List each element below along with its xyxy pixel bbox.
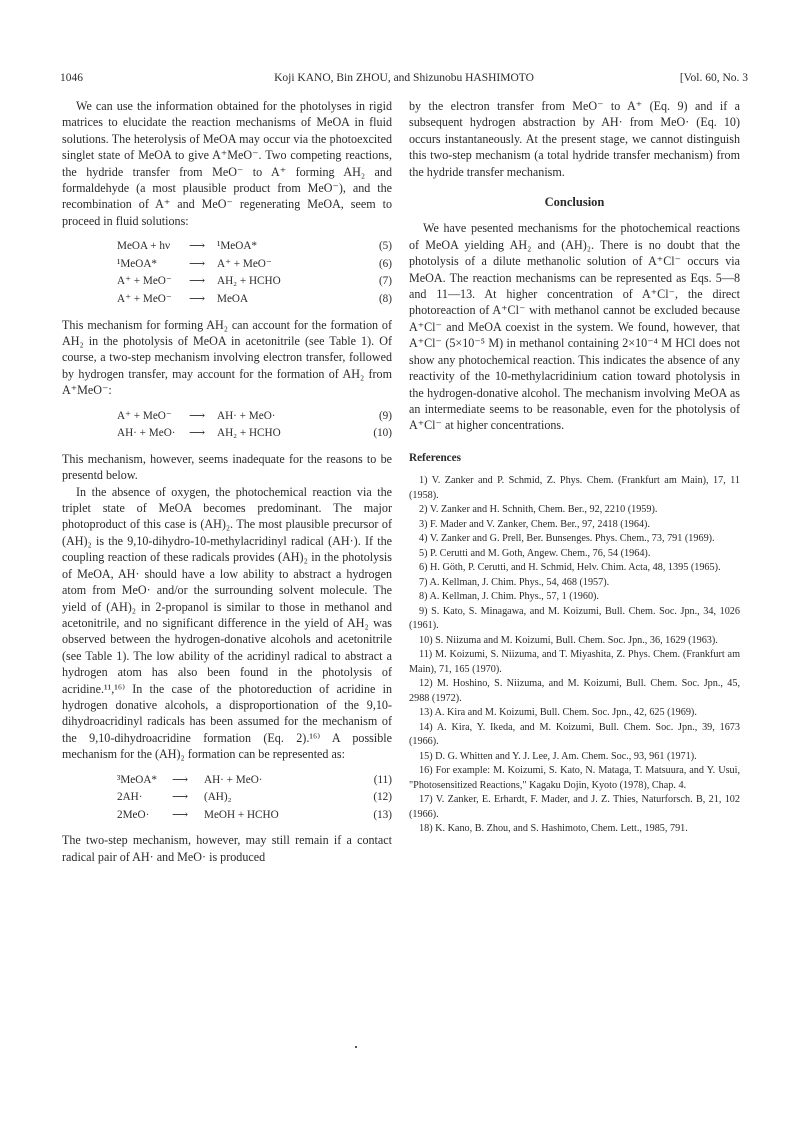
paragraph: The two-step mechanism, however, may still remain if a contact radical pair of AH· and MeO· is produced	[62, 833, 392, 864]
page-header	[60, 72, 748, 88]
equation-rhs: (AH)₂	[204, 791, 232, 804]
equation-12	[62, 788, 392, 806]
equation-lhs: AH· + MeO·	[117, 427, 176, 440]
equation-6	[62, 255, 392, 273]
journal-volume: [Vol. 60, No. 3	[679, 72, 748, 84]
equation-rhs: AH₂ + HCHO	[217, 427, 281, 440]
equation-arrow: ⟶	[172, 808, 189, 821]
reference-item: 16) For example: M. Koizumi, S. Kato, N. Mataga, T. Matsuura, and Y. Usui, "Photosensitized Reactions," Kagaku Dojin, Kyoto (1978), Chap. 4.	[409, 765, 740, 791]
equation-13	[62, 806, 392, 824]
equation-arrow: ⟶	[172, 791, 189, 804]
equation-number: (13)	[373, 808, 392, 821]
equation-rhs: ¹MeOA*	[217, 240, 258, 253]
equation-lhs: ³MeOA*	[117, 773, 158, 786]
equation-arrow: ⟶	[189, 427, 206, 440]
equation-8	[62, 290, 392, 308]
reference-item: 18) K. Kano, B. Zhou, and S. Hashimoto, Chem. Lett., 1985, 791.	[419, 823, 688, 835]
equation-block	[62, 771, 392, 824]
equation-rhs: A⁺ + MeO⁻	[217, 257, 272, 270]
equation-lhs: MeOA + hν	[117, 240, 171, 253]
page-number: 1046	[60, 72, 83, 84]
reference-item: 2) V. Zanker and H. Schnith, Chem. Ber., 92, 2210 (1959).	[419, 504, 658, 516]
equation-lhs: 2MeO·	[117, 808, 150, 821]
reference-item: 6) H. Göth, P. Cerutti, and H. Schmid, Helv. Chim. Acta, 48, 1395 (1965).	[419, 562, 721, 574]
reference-item: 4) V. Zanker and G. Prell, Ber. Bunsenges. Phys. Chem., 73, 791 (1969).	[419, 533, 715, 545]
equation-number: (7)	[378, 275, 392, 288]
equation-arrow: ⟶	[189, 409, 206, 422]
reference-item: 3) F. Mader and V. Zanker, Chem. Ber., 97, 2418 (1964).	[419, 518, 650, 530]
equation-arrow: ⟶	[189, 240, 206, 253]
equation-lhs: A⁺ + MeO⁻	[117, 293, 172, 306]
paragraph: by the electron transfer from MeO⁻ to A⁺ (Eq. 9) and if a subsequent hydrogen abstraction by AH· from MeO· (Eq. 10) occurs instantaneously. At the present stage, we cannot distinguish this two-step mechanism (a total hydride transfer mechanism) from the hydride transfer mechanism.	[409, 99, 740, 179]
equation-number: (6)	[378, 257, 392, 270]
equation-number: (5)	[378, 240, 392, 253]
reference-item: 1) V. Zanker and P. Schmid, Z. Phys. Chem. (Frankfurt am Main), 17, 11 (1958).	[409, 475, 740, 501]
running-authors: Koji KANO, Bin ZHOU, and Shizunobu HASHIMOTO	[274, 72, 534, 84]
paragraph: We have pesented mechanisms for the photochemical reactions of MeOA yielding AH₂ and (AH)₂. There is no doubt that the photolysis of a dilute methanolic solution of A⁺Cl⁻ occurs via MeOA. The reaction mechanisms can be represented as Eqs. 5—8 and 11—13. At higher concentration of A⁺Cl⁻, the direct photoreaction of A⁺Cl⁻ with methanol cannot be excluded because A⁺Cl⁻ and MeOA coexist in the system. We found, however, that A⁺Cl⁻ (5×10⁻⁵ M) in methanol containing 2×10⁻⁴ M HCl does not show any photochemical reaction. This indicates the absence of any reactivity of the 10-methylacridinium cation toward photolysis in the hydrogen-donative alcohol. The mechanism involving MeOA as an intermediate seems to be reasonable, even for the photolysis of A⁺Cl⁻ at higher concentrations.	[409, 221, 740, 433]
equation-block	[62, 407, 392, 442]
equation-rhs: MeOA	[217, 293, 249, 306]
equation-number: (12)	[373, 791, 392, 804]
equation-rhs: AH₂ + HCHO	[217, 275, 281, 288]
left-column	[62, 98, 392, 865]
paragraph: We can use the information obtained for the photolyses in rigid matrices to elucidate the reaction mechanisms of MeOA in fluid solutions. The heterolysis of MeOA may occur via the photoexcited singlet state of MeOA to give A⁺MeO⁻. Two competing reactions, the hydride transfer from MeO⁻ to A⁺ forming AH₂ and formaldehyde (a most plausible product from MeO⁻), and the recombination of A⁺ and MeO⁻ regenerating MeOA, seem to proceed in fluid solutions:	[62, 99, 392, 228]
reference-item: 9) S. Kato, S. Minagawa, and M. Koizumi, Bull. Chem. Soc. Jpn., 34, 1026 (1961).	[409, 605, 740, 632]
equation-rhs: MeOH + HCHO	[204, 808, 279, 821]
equation-lhs: A⁺ + MeO⁻	[117, 409, 172, 422]
equation-lhs: 2AH·	[117, 791, 143, 804]
equation-number: (8)	[378, 293, 392, 306]
equation-number: (10)	[373, 427, 392, 440]
reference-item: 10) S. Niizuma and M. Koizumi, Bull. Chem. Soc. Jpn., 36, 1629 (1963).	[419, 634, 718, 646]
reference-item: 8) A. Kellman, J. Chim. Phys., 57, 1 (1960).	[419, 591, 599, 603]
equation-rhs: AH· + MeO·	[217, 409, 276, 422]
equation-block	[62, 237, 392, 307]
equation-arrow: ⟶	[172, 773, 189, 786]
paragraph: This mechanism, however, seems inadequate for the reasons to be presentd below.	[62, 451, 392, 483]
equation-number: (11)	[373, 773, 392, 786]
section-heading: Conclusion	[544, 195, 605, 210]
equation-5	[62, 237, 392, 255]
equation-lhs: ¹MeOA*	[117, 257, 158, 270]
reference-item: 15) D. G. Whitten and Y. J. Lee, J. Am. Chem. Soc., 93, 961 (1971).	[419, 750, 697, 762]
reference-item: 7) A. Kellman, J. Chim. Phys., 54, 468 (1957).	[419, 576, 610, 588]
equation-rhs: AH· + MeO·	[204, 773, 263, 786]
equation-lhs: A⁺ + MeO⁻	[117, 275, 172, 288]
right-column	[409, 98, 740, 837]
reference-item: 11) M. Koizumi, S. Niizuma, and T. Miyashita, Z. Phys. Chem. (Frankfurt am Main), 71, 165 (1970).	[409, 649, 740, 675]
page-mark	[355, 1046, 357, 1048]
equation-arrow: ⟶	[189, 293, 206, 306]
reference-list	[409, 474, 740, 837]
reference-item: 14) A. Kira, Y. Ikeda, and M. Koizumi, Bull. Chem. Soc. Jpn., 39, 1673 (1966).	[409, 721, 740, 748]
reference-item: 12) M. Hoshino, S. Niizuma, and M. Koizumi, Bull. Chem. Soc. Jpn., 45, 2988 (1972).	[409, 678, 740, 704]
equation-7	[62, 272, 392, 290]
equation-arrow: ⟶	[189, 257, 206, 270]
equation-arrow: ⟶	[189, 275, 206, 288]
paragraph: This mechanism for forming AH₂ can account for the formation of AH₂ in the photolysis of MeOA in acetonitrile (see Table 1). Of course, a two-step mechanism involving electron transfer, followed by hydrogen transfer, may account for the formation of AH₂ from A⁺MeO⁻:	[62, 317, 392, 398]
equation-number: (9)	[378, 409, 392, 422]
equation-10	[62, 424, 392, 442]
reference-item: 13) A. Kira and M. Koizumi, Bull. Chem. Soc. Jpn., 42, 625 (1969).	[419, 707, 697, 719]
reference-item: 17) V. Zanker, E. Erhardt, F. Mader, and J. Z. Thies, Naturforsch. B, 21, 102 (1966).	[409, 794, 740, 820]
references-heading: References	[409, 451, 461, 464]
equation-11	[62, 771, 392, 789]
paragraph: In the absence of oxygen, the photochemical reaction via the triplet state of MeOA becomes predominant. The major photoproduct of this case is (AH)₂. The most plausible precursor of (AH)₂ is the 9,10-dihydro-10-methylacridinyl radical (AH·). If the coupling reaction of these radicals provides (AH)₂ in the photolysis of MeOA, AH· should have a low ability to abstract a hydrogen atom from MeO· and/or the surrounding solvent molecule. The yield of (AH)₂ in 2-propanol is similar to those in methanol and acetonitrile, and no significant difference in the yield of AH₂ was observed between the hydrogen-donative alcohols and acetonitrile (see Table 1). The low ability of the acridinyl radical to abstract a hydrogen atom has also been found in the photolysis of acridine.¹¹,¹⁶⁾ In the case of the photoreduction of acridine in hydrogen donative alcohols, a disproportionation of the 9,10-dihydroacridinyl radicals has been assumed for the mechanism of the 9,10-dihydroacridine formation (Eq. 2).¹⁶⁾ A possible mechanism for the (AH)₂ formation can be represented as:	[62, 484, 392, 762]
equation-9	[62, 407, 392, 425]
reference-item: 5) P. Cerutti and M. Goth, Angew. Chem., 76, 54 (1964).	[419, 547, 651, 559]
